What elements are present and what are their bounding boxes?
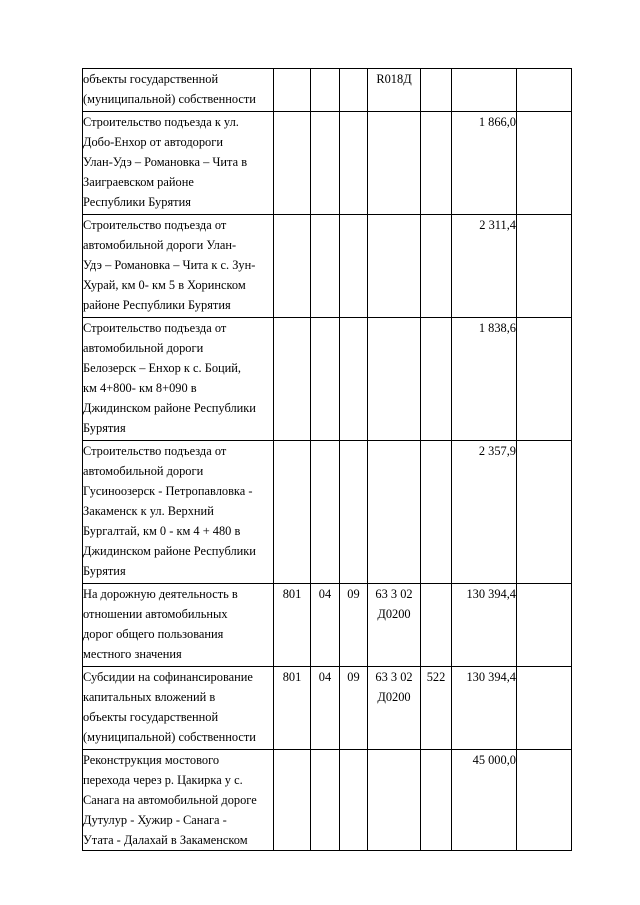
admin-code-cell (274, 69, 311, 112)
table-row (83, 667, 572, 750)
item-name-text: Субсидии на софинансирование капитальных вложений в объекты государственной (муниципальной) собственности (83, 670, 256, 744)
subsection-code-cell (340, 318, 368, 441)
item-name-text: объекты государственной (муниципальной) собственности (83, 72, 256, 106)
item-name-cell (83, 69, 274, 112)
section-code-cell (311, 441, 340, 584)
target-article-cell (368, 69, 421, 112)
subsection-code-text: 09 (347, 587, 360, 601)
budget-table (82, 68, 572, 851)
item-name-cell (83, 441, 274, 584)
admin-code-cell (274, 112, 311, 215)
amount-text: 1 838,6 (478, 321, 516, 335)
subsection-code-cell (340, 441, 368, 584)
extra-amount-cell (517, 441, 572, 584)
section-code-cell (311, 112, 340, 215)
target-article-cell (368, 667, 421, 750)
extra-amount-cell (517, 584, 572, 667)
extra-amount-cell (517, 750, 572, 851)
target-article-text: 63 3 02 Д0200 (375, 670, 413, 704)
extra-amount-cell (517, 215, 572, 318)
amount-cell (452, 667, 517, 750)
admin-code-cell (274, 318, 311, 441)
subsection-code-cell (340, 667, 368, 750)
item-name-cell (83, 318, 274, 441)
item-name-cell (83, 750, 274, 851)
table-row (83, 441, 572, 584)
admin-code-text: 801 (282, 670, 302, 684)
amount-text: 2 311,4 (479, 218, 516, 232)
admin-code-text: 801 (282, 587, 302, 601)
section-code-cell (311, 318, 340, 441)
section-code-cell (311, 215, 340, 318)
amount-cell (452, 112, 517, 215)
subsection-code-text: 09 (347, 670, 360, 684)
section-code-text: 04 (318, 670, 332, 684)
section-code-cell (311, 69, 340, 112)
extra-amount-cell (517, 112, 572, 215)
amount-cell (452, 750, 517, 851)
expense-type-cell (421, 441, 452, 584)
target-article-cell (368, 318, 421, 441)
target-article-text: R018Д (376, 72, 412, 86)
subsection-code-cell (340, 750, 368, 851)
amount-cell (452, 215, 517, 318)
extra-amount-cell (517, 318, 572, 441)
admin-code-cell (274, 750, 311, 851)
subsection-code-cell (340, 584, 368, 667)
section-code-text: 04 (318, 587, 332, 601)
item-name-cell (83, 667, 274, 750)
target-article-cell (368, 112, 421, 215)
admin-code-cell (274, 584, 311, 667)
expense-type-text: 522 (426, 670, 446, 684)
admin-code-cell (274, 667, 311, 750)
subsection-code-cell (340, 69, 368, 112)
amount-text: 2 357,9 (478, 444, 516, 458)
target-article-cell (368, 750, 421, 851)
amount-text: 130 394,4 (466, 587, 516, 601)
amount-cell (452, 441, 517, 584)
expense-type-cell (421, 215, 452, 318)
item-name-text: Строительство подъезда к ул. Добо-Енхор от автодороги Улан-Удэ – Романовка – Чита в Заиграевском районе Республики Бурятия (83, 115, 248, 209)
table-row (83, 69, 572, 112)
table-row (83, 215, 572, 318)
target-article-cell (368, 215, 421, 318)
target-article-text: 63 3 02 Д0200 (375, 587, 413, 621)
section-code-cell (311, 750, 340, 851)
amount-cell (452, 318, 517, 441)
expense-type-cell (421, 750, 452, 851)
admin-code-cell (274, 215, 311, 318)
extra-amount-cell (517, 667, 572, 750)
amount-text: 45 000,0 (472, 753, 516, 767)
amount-cell (452, 69, 517, 112)
expense-type-cell (421, 318, 452, 441)
table-row (83, 750, 572, 851)
expense-type-cell (421, 69, 452, 112)
section-code-cell (311, 584, 340, 667)
amount-text: 1 866,0 (478, 115, 516, 129)
item-name-text: Строительство подъезда от автомобильной дороги Улан- Удэ – Романовка – Чита к с. Зун- Хурай, км 0- км 5 в Хоринском районе Республики Бурятия (83, 218, 256, 312)
table-row (83, 318, 572, 441)
item-name-text: Реконструкция мостового перехода через р. Цакирка у с. Санага на автомобильной дороге Дутулур - Хужир - Санага - Утата - Далахай в Закаменском (83, 753, 257, 847)
item-name-text: Строительство подъезда от автомобильной дороги Белозерск – Енхор к с. Боций, км 4+800- км 8+090 в Джидинском районе Республики Бурятия (83, 321, 256, 435)
expense-type-cell (421, 584, 452, 667)
section-code-cell (311, 667, 340, 750)
amount-text: 130 394,4 (466, 670, 516, 684)
item-name-text: На дорожную деятельность в отношении автомобильных дорог общего пользования местного значения (83, 587, 238, 661)
subsection-code-cell (340, 215, 368, 318)
table-row (83, 584, 572, 667)
item-name-text: Строительство подъезда от автомобильной дороги Гусиноозерск - Петропавловка - Закаменск к ул. Верхний Бургалтай, км 0 - км 4 + 480 в Джидинском районе Республики Бурятия (83, 444, 256, 578)
extra-amount-cell (517, 69, 572, 112)
target-article-cell (368, 584, 421, 667)
expense-type-cell (421, 667, 452, 750)
admin-code-cell (274, 441, 311, 584)
table-row (83, 112, 572, 215)
item-name-cell (83, 215, 274, 318)
item-name-cell (83, 584, 274, 667)
expense-type-cell (421, 112, 452, 215)
amount-cell (452, 584, 517, 667)
target-article-cell (368, 441, 421, 584)
subsection-code-cell (340, 112, 368, 215)
item-name-cell (83, 112, 274, 215)
